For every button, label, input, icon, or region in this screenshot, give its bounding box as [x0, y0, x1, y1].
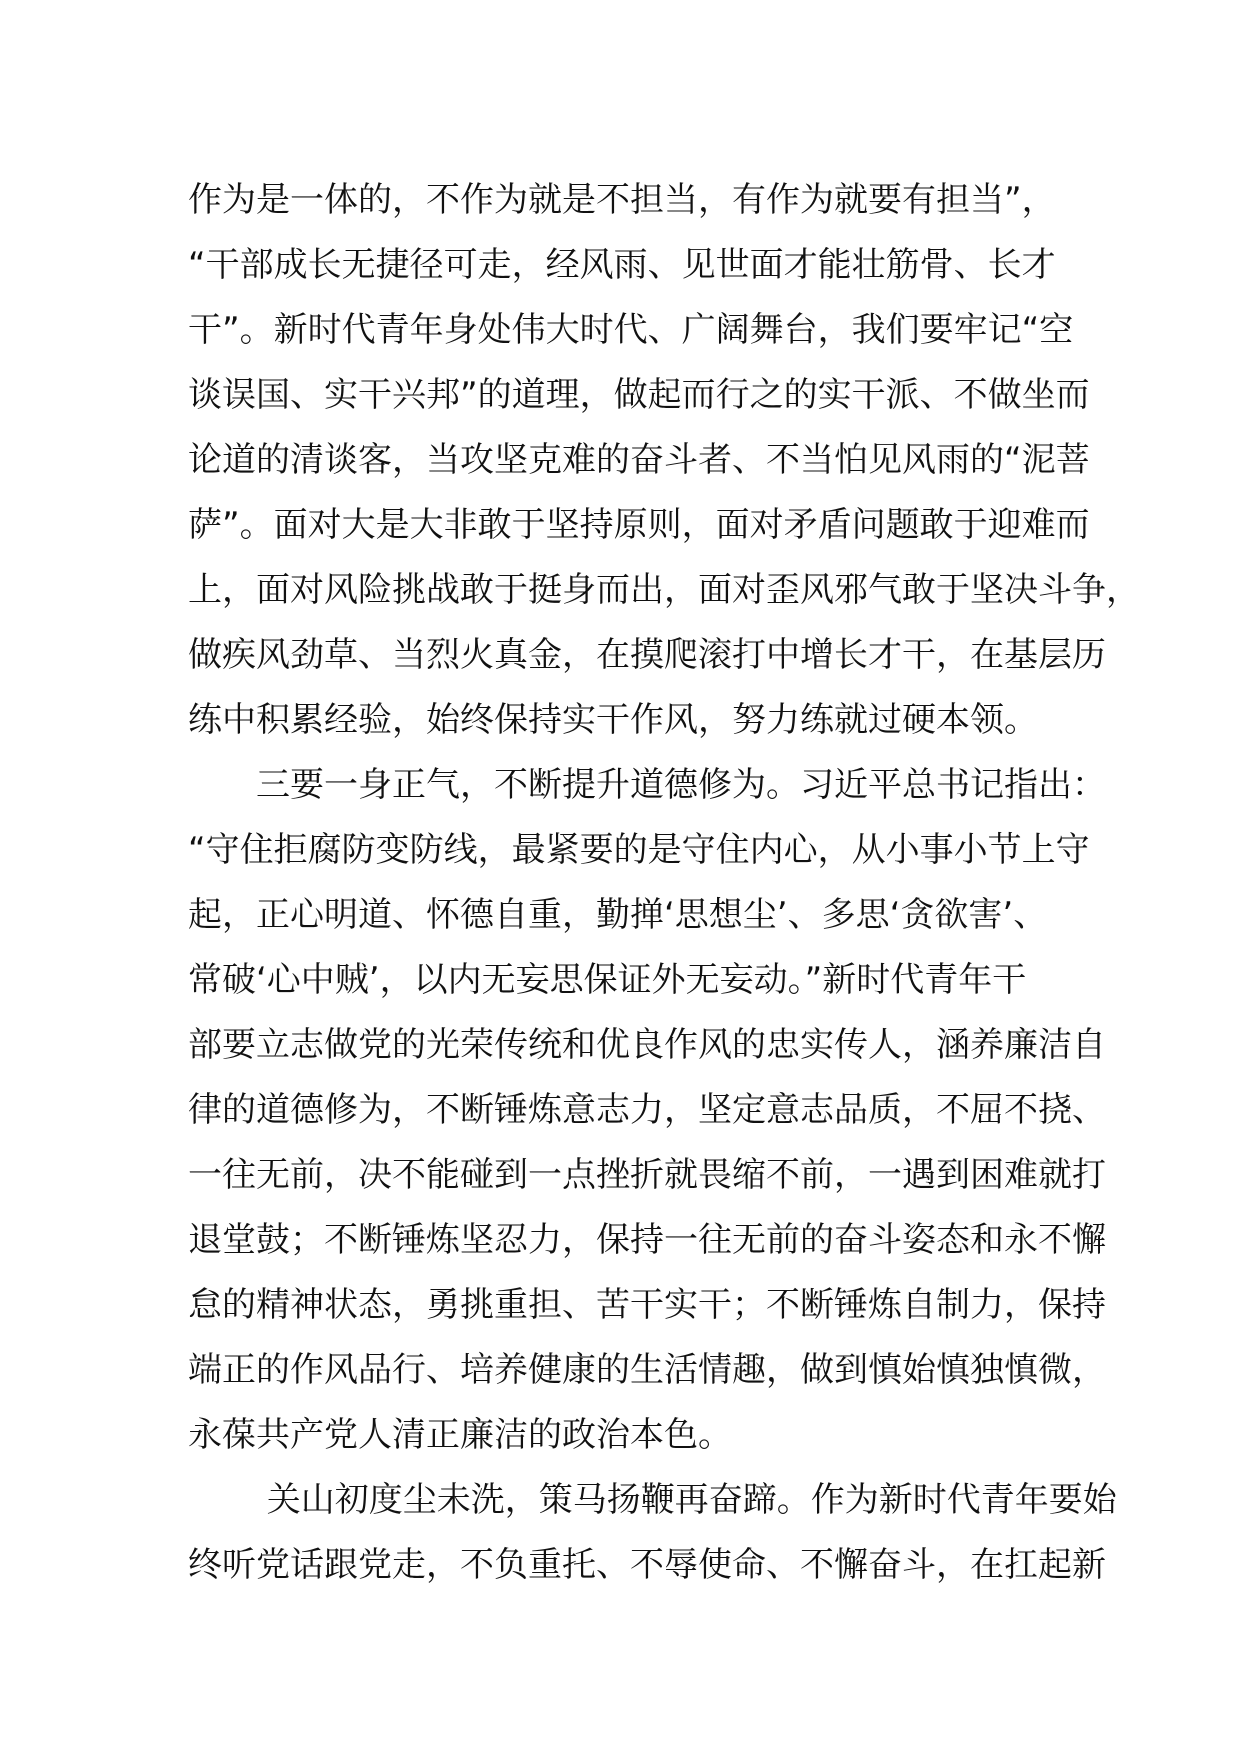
- text-line: 部要立志做党的光荣传统和优良作风的忠实传人，涵养廉洁自: [188, 1025, 1106, 1065]
- body-text: [188, 168, 1140, 1598]
- text-line: 终听党话跟党走，不负重托、不辱使命、不懈奋斗，在扛起新: [188, 1545, 1106, 1585]
- text-line: 退堂鼓；不断锤炼坚忍力，保持一往无前的奋斗姿态和永不懈: [188, 1220, 1106, 1260]
- text-line: 一往无前，决不能碰到一点挫折就畏缩不前，一遇到困难就打: [188, 1155, 1106, 1195]
- text-line: 端正的作风品行、培养健康的生活情趣，做到慎始慎独慎微，: [188, 1350, 1106, 1390]
- text-line: 练中积累经验，始终保持实干作风，努力练就过硬本领。: [188, 700, 1038, 740]
- text-line: “守住拒腐防变防线，最紧要的是守住内心，从小事小节上守: [188, 830, 1090, 870]
- paragraph-3: [188, 1468, 1117, 1598]
- text-line: 常破‘心中贼’，以内无妄思保证外无妄动。”新时代青年干: [188, 960, 1027, 1000]
- text-line: 怠的精神状态，勇挑重担、苦干实干；不断锤炼自制力，保持: [188, 1285, 1106, 1325]
- text-line: “干部成长无捷径可走，经风雨、见世面才能壮筋骨、长才: [188, 245, 1056, 285]
- text-line: 律的道德修为，不断锤炼意志力，坚定意志品质，不屈不挠、: [188, 1090, 1106, 1130]
- text-line: 上，面对风险挑战敢于挺身而出，面对歪风邪气敢于坚决斗争，: [188, 570, 1140, 610]
- paragraph-1: [188, 168, 1140, 753]
- paragraph-2: [188, 753, 1106, 1468]
- text-line: 论道的清谈客，当攻坚克难的奋斗者、不当怕见风雨的“泥菩: [188, 440, 1090, 480]
- text-line: 永葆共产党人清正廉洁的政治本色。: [188, 1415, 732, 1455]
- text-line: 关山初度尘未洗，策马扬鞭再奋蹄。作为新时代青年要始: [188, 1480, 1117, 1520]
- text-line: 谈误国、实干兴邦”的道理，做起而行之的实干派、不做坐而: [188, 375, 1090, 415]
- text-line: 起，正心明道、怀德自重，勤掸‘思想尘’、多思‘贪欲害’、: [188, 895, 1048, 935]
- text-line: 作为是一体的，不作为就是不担当，有作为就要有担当”，: [188, 180, 1056, 220]
- text-line: 萨”。面对大是大非敢于坚持原则，面对矛盾问题敢于迎难而: [188, 505, 1090, 545]
- text-line: 干”。新时代青年身处伟大时代、广阔舞台，我们要牢记“空: [188, 310, 1074, 350]
- text-line: 做疾风劲草、当烈火真金，在摸爬滚打中增长才干，在基层历: [188, 635, 1106, 675]
- text-line: 三要一身正气，不断提升道德修为。习近平总书记指出：: [188, 765, 1106, 805]
